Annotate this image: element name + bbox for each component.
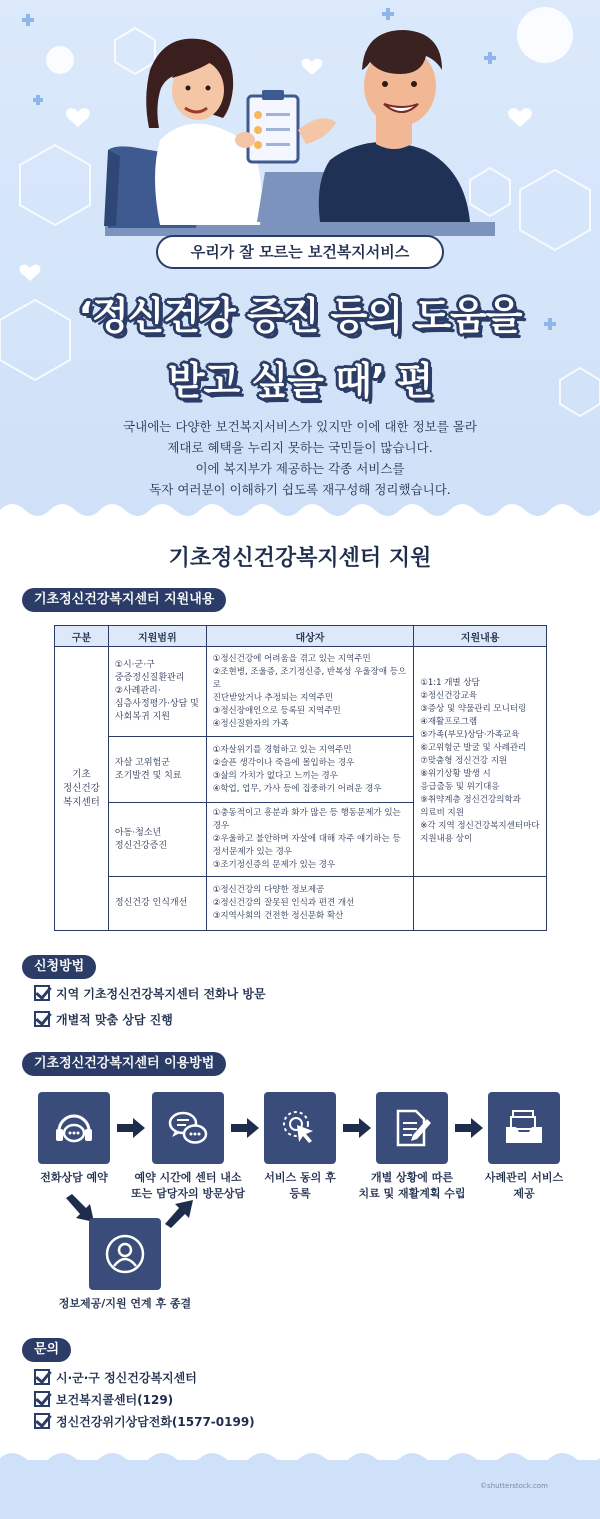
contact-item-label: 정신건강위기상담전화(1577-0199) xyxy=(56,1414,255,1429)
intro-line: 제대로 혜택을 누리지 못하는 국민들이 많습니다. xyxy=(167,440,433,455)
intro-line: 독자 여러분이 이해하기 쉽도록 재구성해 정리했습니다. xyxy=(149,482,451,497)
target-item: ②우울하고 불안하며 자살에 대해 자주 얘기하는 등 정서문제가 있는 경우 xyxy=(212,834,401,857)
step-3-label: 서비스 동의 후 등록 xyxy=(264,1171,336,1200)
section-title: 기초정신건강복지센터 지원 xyxy=(168,546,432,571)
checkbox-icon xyxy=(34,1369,50,1385)
support-item: ②정신건강교육 xyxy=(420,691,478,701)
footer-wave-divider xyxy=(0,1450,600,1464)
contact-item xyxy=(34,1410,255,1432)
apply-item xyxy=(34,982,266,1004)
target-item: ③지역사회의 건전한 정신문화 확산 xyxy=(212,911,344,921)
intro-line: 국내에는 다양한 보건복지서비스가 있지만 이에 대한 정보를 몰라 xyxy=(123,419,477,434)
arrow-right-icon xyxy=(455,1118,483,1138)
support-content-tag: 기초정신건강복지센터 지원내용 xyxy=(22,588,226,612)
contact-item-label: 보건복지콜센터(129) xyxy=(56,1392,174,1407)
scope-cell: 정신건강 인식개선 xyxy=(108,877,206,931)
hero-intro xyxy=(0,416,600,500)
scope-cell: ①시·군·구 중증정신질환관리 ②사례관리· 심층사정평가·상담 및 사회복귀 지원 xyxy=(108,647,206,737)
hero-wave-divider xyxy=(0,500,600,520)
target-cell xyxy=(206,647,414,737)
table-row xyxy=(55,647,547,737)
contact-item xyxy=(34,1388,255,1410)
step-1-label: 전화상담 예약 xyxy=(40,1171,108,1184)
support-cell-empty xyxy=(414,877,547,931)
intro-line: 이에 복지부가 제공하는 각종 서비스를 xyxy=(195,461,405,476)
checkbox-icon xyxy=(34,1391,50,1407)
header-scope: 지원범위 xyxy=(108,626,206,647)
checkbox-icon xyxy=(34,1011,50,1027)
document-pen-icon xyxy=(389,1105,435,1151)
support-table xyxy=(54,625,547,931)
support-item: ③증상 및 약물관리 모니터링 xyxy=(420,704,527,714)
scope-cell: 자살 고위험군 조기발견 및 치료 xyxy=(108,737,206,803)
header-support: 지원내용 xyxy=(414,626,547,647)
support-item: ⑦맞춤형 정신건강 지원 xyxy=(420,756,508,766)
headset-icon xyxy=(51,1105,97,1151)
step-2-box xyxy=(152,1092,224,1164)
step-1-box xyxy=(38,1092,110,1164)
step-5-label: 사례관리 서비스 제공 xyxy=(484,1171,564,1200)
category-cell: 기초 정신건강 복지센터 xyxy=(55,647,109,931)
step-6-box xyxy=(89,1218,161,1290)
arrow-right-icon xyxy=(231,1118,259,1138)
arrow-right-icon xyxy=(117,1118,145,1138)
hero-pill-subtitle: 우리가 잘 모르는 보건복지서비스 xyxy=(156,235,444,269)
hero-title-line-1: ‘정신건강 증진 등의 도움을 xyxy=(78,294,522,338)
apply-method-tag: 신청방법 xyxy=(22,955,96,979)
apply-item-label: 지역 기초정신건강복지센터 전화나 방문 xyxy=(56,986,266,1001)
support-item: ⑧위기상황 발생 시 응급출동 및 위기대응 xyxy=(420,769,500,792)
arrow-up-right-icon xyxy=(163,1200,195,1230)
target-item: ①정신건강에 어려움을 겪고 있는 지역주민 xyxy=(212,653,371,664)
apply-list xyxy=(34,982,266,1030)
target-item: ②조현병, 조울증, 조기정신증, 반복성 우울장애 등으로 진단받았거나 추정되는 지역주민 xyxy=(212,666,407,703)
support-cell xyxy=(414,647,547,877)
apply-item-label: 개별적 맞춤 상담 진행 xyxy=(56,1012,173,1027)
footer-band xyxy=(0,1460,600,1519)
hero-banner xyxy=(0,0,600,520)
target-item: ④정신질환자의 가족 xyxy=(212,718,289,729)
support-note: ※각 지역 정신건강복지센터마다 지원내용 상이 xyxy=(420,821,540,844)
step-6-label: 정보제공/지원 연계 후 종결 xyxy=(58,1297,192,1310)
apply-item xyxy=(34,1008,266,1030)
table-row xyxy=(55,877,547,931)
support-item: ⑥고위험군 발굴 및 사례관리 xyxy=(420,743,527,753)
contact-list xyxy=(34,1366,255,1432)
header-target: 대상자 xyxy=(206,626,414,647)
contact-tag: 문의 xyxy=(22,1338,71,1362)
target-item: ②정신건강의 잘못된 인식과 편견 개선 xyxy=(212,898,355,908)
target-item: ③삶의 가치가 없다고 느끼는 경우 xyxy=(212,770,338,781)
hero-title-line-2: 받고 싶을 때’ 편 xyxy=(167,359,433,403)
contact-item-label: 시·군·구 정신건강복지센터 xyxy=(56,1370,197,1385)
target-cell xyxy=(206,877,414,931)
scope-cell: 아동·청소년 정신건강증진 xyxy=(108,803,206,877)
checkbox-icon xyxy=(34,1413,50,1429)
contact-item xyxy=(34,1366,255,1388)
inbox-tray-icon xyxy=(501,1105,547,1151)
chat-bubbles-icon xyxy=(165,1105,211,1151)
target-item: ①정신건강의 다양한 정보제공 xyxy=(212,885,325,895)
target-item: ③조기정신증의 문제가 있는 경우 xyxy=(212,860,336,870)
target-item: ④학업, 업무, 가사 등에 집중하기 어려운 경우 xyxy=(212,783,382,794)
header-category: 구분 xyxy=(55,626,109,647)
step-2-label: 예약 시간에 센터 내소 또는 담당자의 방문상담 xyxy=(131,1171,245,1200)
target-item: ②슬픈 생각이나 죽음에 몰입하는 경우 xyxy=(212,757,355,768)
target-item: ①충동적이고 흥분과 화가 많은 등 행동문제가 있는 경우 xyxy=(212,808,401,831)
pointer-click-icon xyxy=(277,1105,323,1151)
step-5-box xyxy=(488,1092,560,1164)
step-3-box xyxy=(264,1092,336,1164)
table-header-row xyxy=(55,626,547,647)
support-item: ⑨취약계층 정신건강의학과 의료비 지원 xyxy=(420,795,521,818)
target-cell xyxy=(206,737,414,803)
support-item: ①1:1 개별 상담 xyxy=(420,678,480,688)
support-item: ④재활프로그램 xyxy=(420,717,478,727)
step-4-label: 개별 상황에 따른 치료 및 재활계획 수립 xyxy=(358,1171,466,1200)
person-icon xyxy=(102,1231,148,1277)
checkbox-icon xyxy=(34,985,50,1001)
usage-method-tag: 기초정신건강복지센터 이용방법 xyxy=(22,1052,226,1076)
image-credit: ©shutterstock.com xyxy=(480,1482,548,1490)
target-item: ③정신장애인으로 등록된 지역주민 xyxy=(212,705,341,716)
step-4-box xyxy=(376,1092,448,1164)
arrow-right-icon xyxy=(343,1118,371,1138)
target-cell xyxy=(206,803,414,877)
target-item: ①자살위기를 경험하고 있는 지역주민 xyxy=(212,744,352,755)
support-item: ⑤가족(부모)상담·가족교육 xyxy=(420,730,520,740)
